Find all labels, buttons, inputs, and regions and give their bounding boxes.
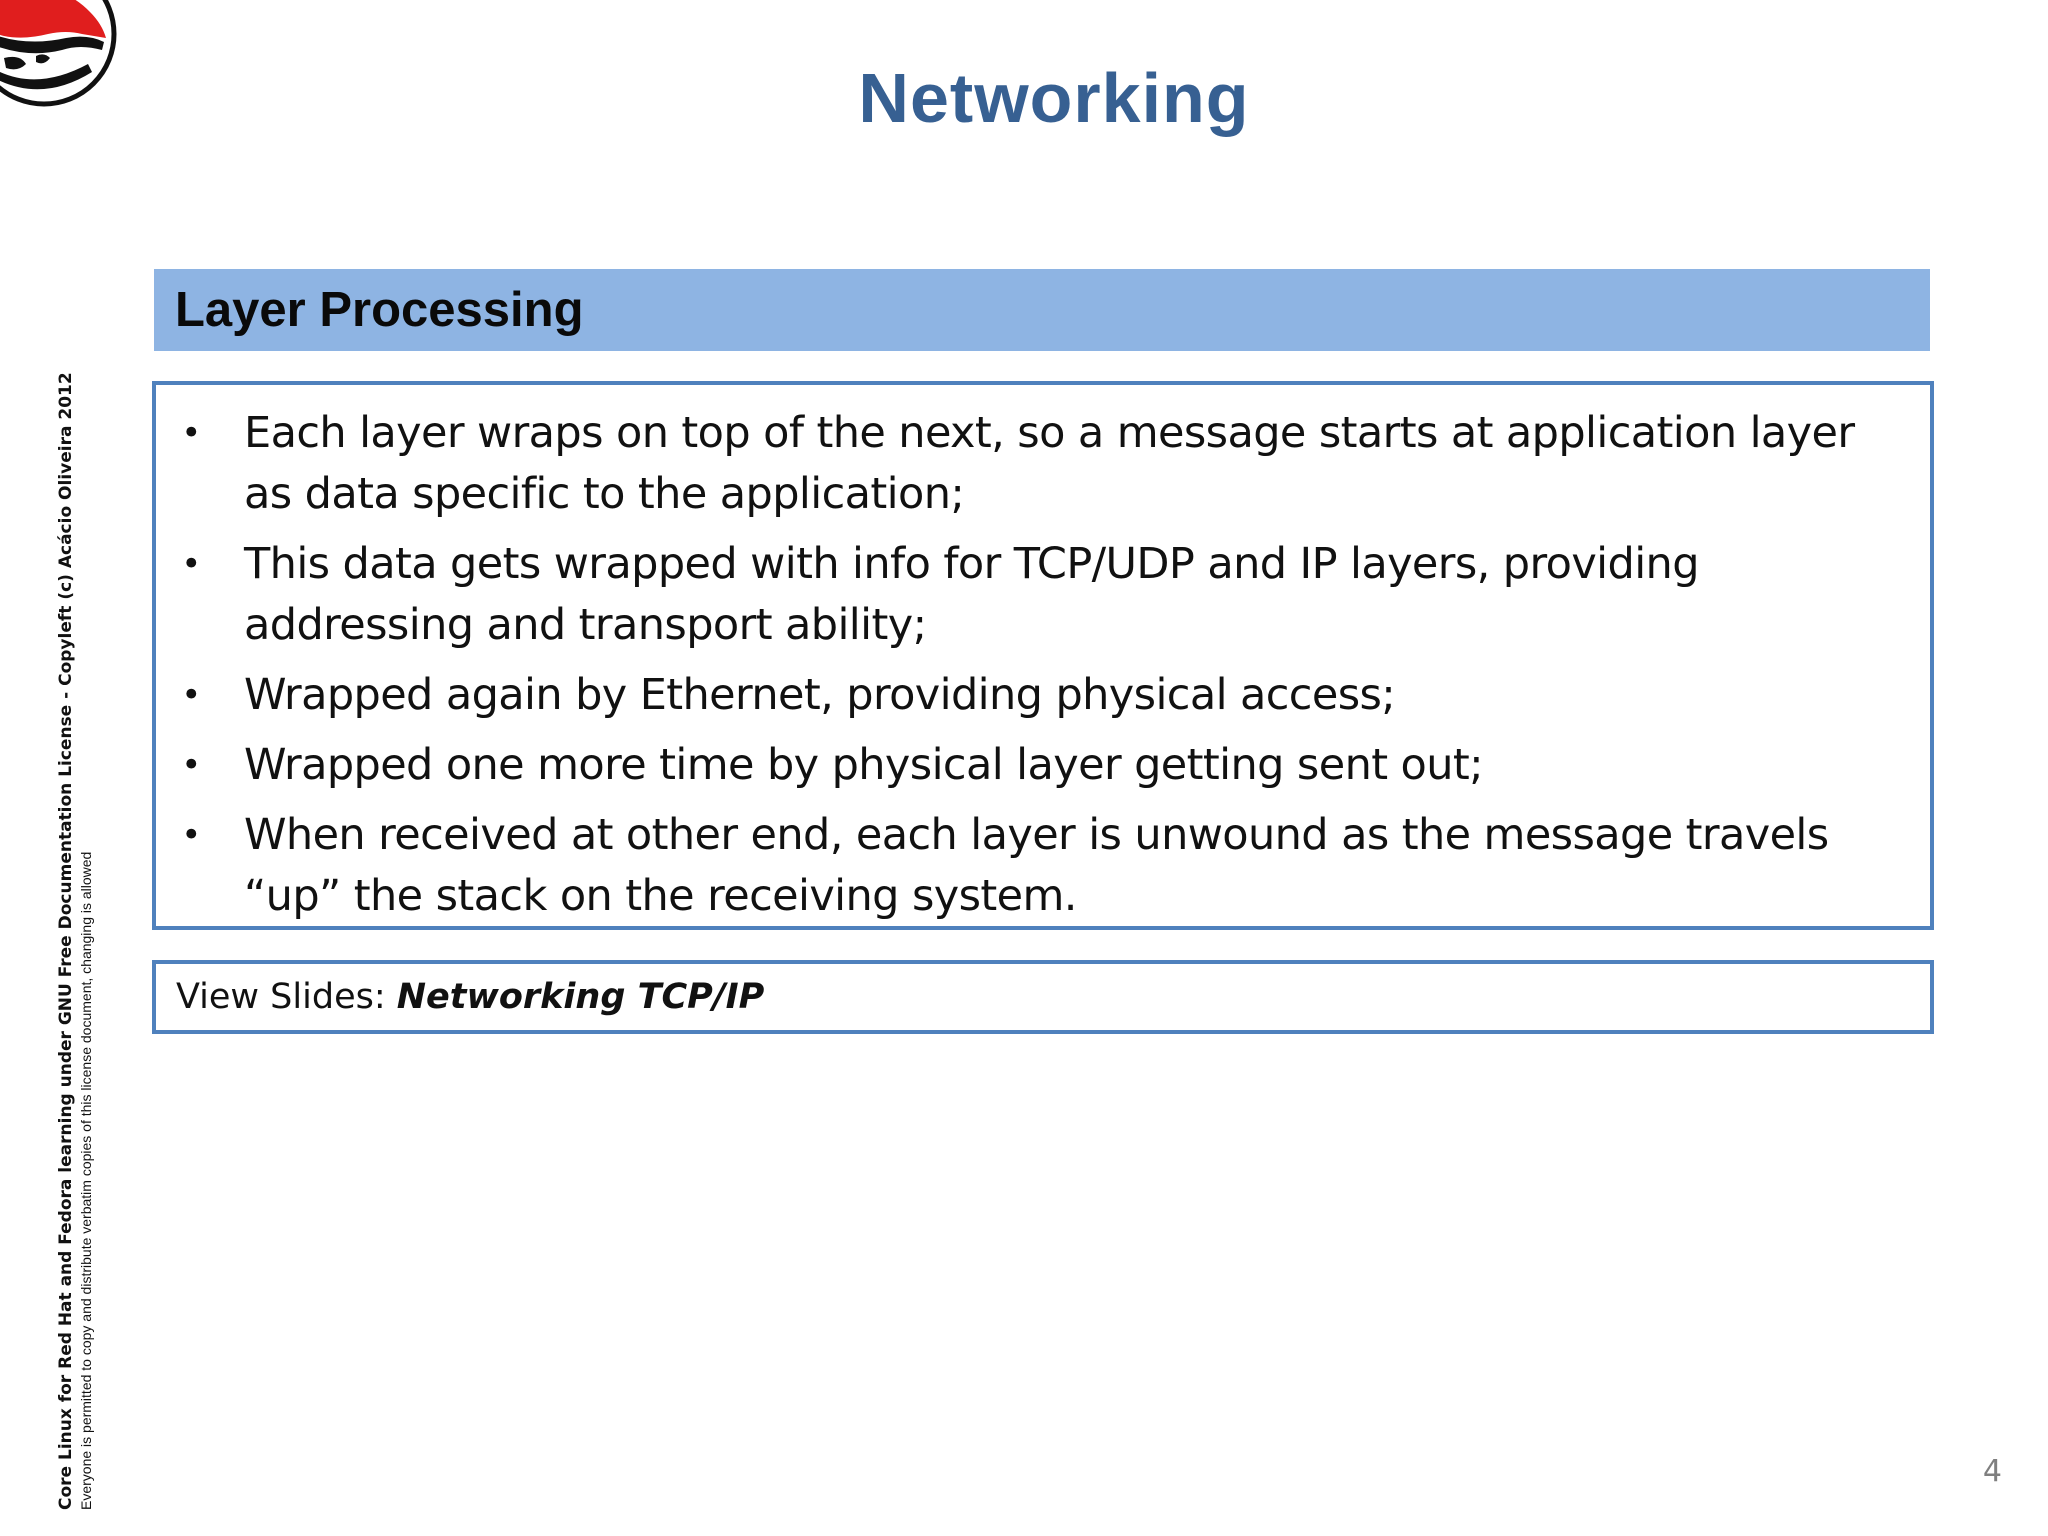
bullet-item xyxy=(176,805,1908,927)
bullet-text: This data gets wrapped with info for TCP/UDP and IP layers, providing addressing and transport ability; xyxy=(244,539,1699,650)
bullet-list xyxy=(176,403,1908,927)
bullet-item xyxy=(176,534,1908,656)
bullet-item xyxy=(176,665,1908,726)
license-notice xyxy=(55,372,95,1510)
bullet-icon: • xyxy=(181,745,201,785)
view-slides-box xyxy=(152,960,1934,1034)
bullet-content-box xyxy=(152,381,1934,930)
bullet-text: Each layer wraps on top of the next, so a message starts at application layer as data specific to the application; xyxy=(244,408,1855,519)
bullet-icon: • xyxy=(181,675,201,715)
bullet-item xyxy=(176,403,1908,525)
section-header-bar xyxy=(154,269,1930,351)
bullet-item xyxy=(176,735,1908,796)
page-number: 4 xyxy=(1982,1454,2002,1489)
slide-title: Networking xyxy=(858,59,1250,137)
view-slides-link[interactable]: Networking TCP/IP xyxy=(396,977,765,1017)
bullet-icon: • xyxy=(181,815,201,855)
bullet-text: Wrapped again by Ethernet, providing physical access; xyxy=(244,670,1396,720)
bullet-text: Wrapped one more time by physical layer getting sent out; xyxy=(244,740,1484,790)
bullet-text: When received at other end, each layer is unwound as the message travels “up” the stack on the receiving system. xyxy=(244,810,1829,921)
section-heading: Layer Processing xyxy=(175,283,584,337)
license-notice-title: Core Linux for Red Hat and Fedora learning under GNU Free Documentation License - Copyleft (c) Acácio Oliveira 2012 xyxy=(56,372,76,1510)
bullet-icon: • xyxy=(181,544,201,584)
bullet-icon: • xyxy=(181,413,201,453)
license-notice-text: Everyone is permitted to copy and distribute verbatim copies of this license document, changing is allowed xyxy=(78,851,94,1510)
view-slides-label: View Slides: xyxy=(176,977,397,1017)
